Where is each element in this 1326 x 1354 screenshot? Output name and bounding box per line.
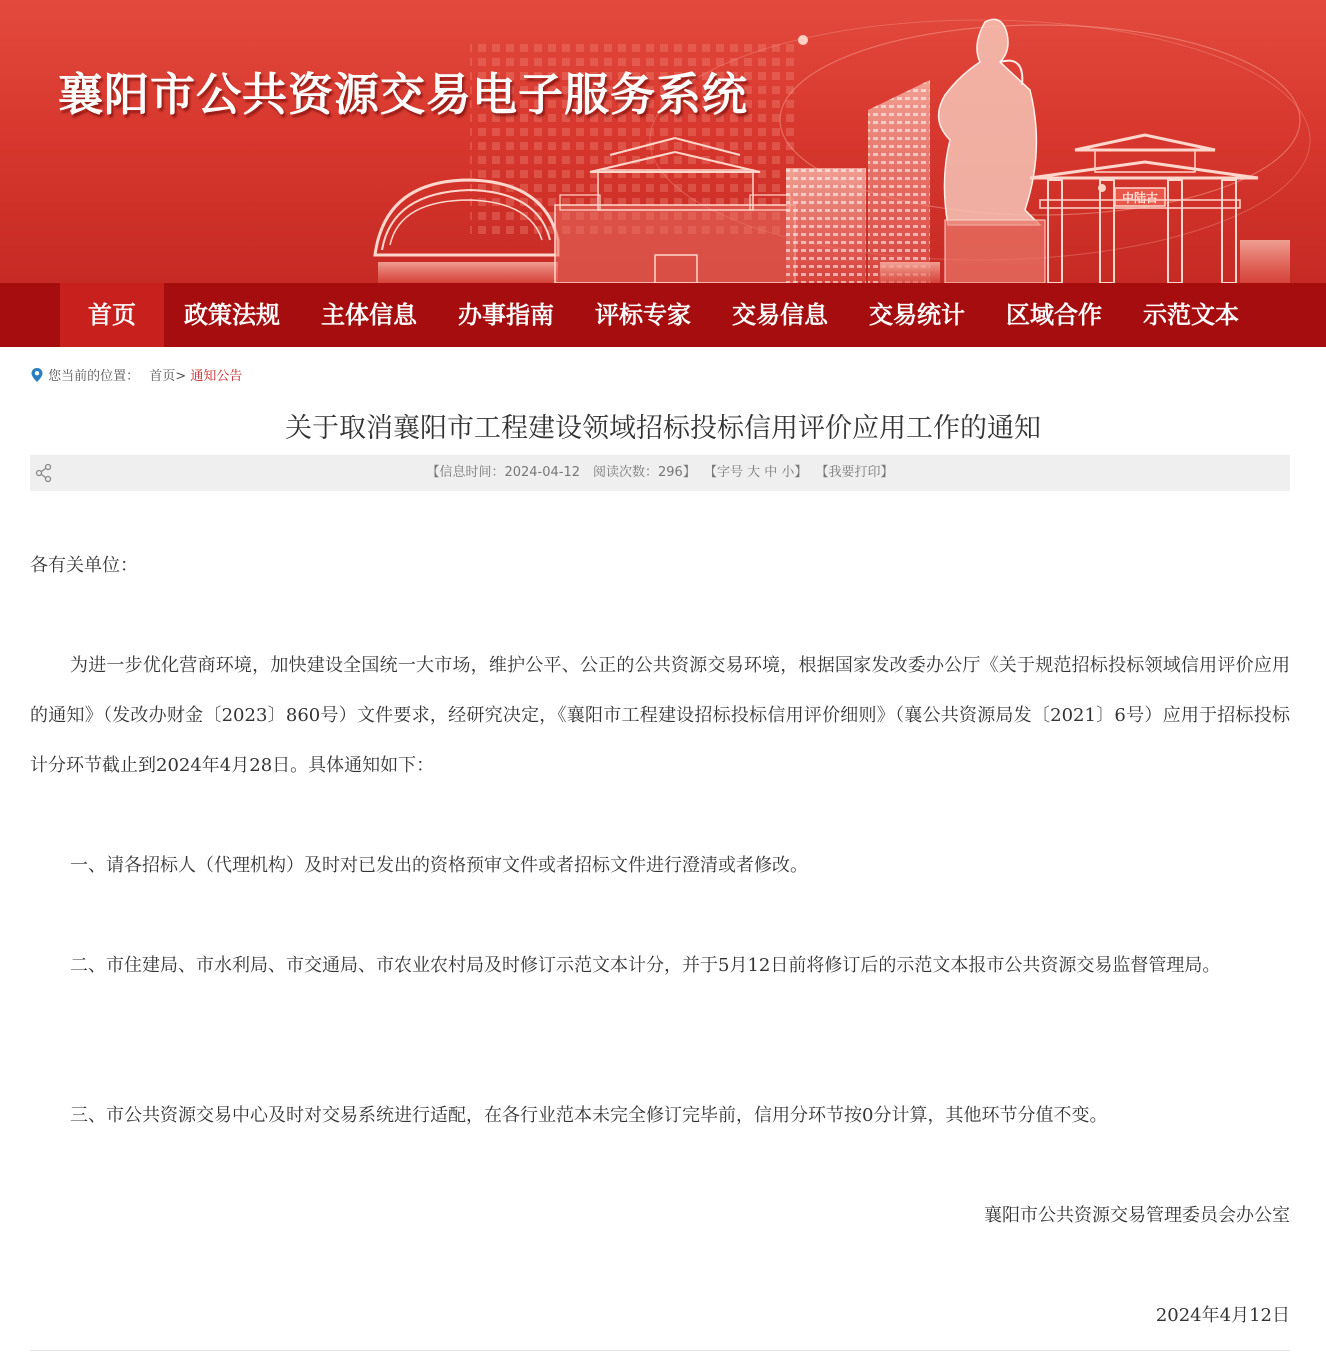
nav-item-experts[interactable]: 评标专家 <box>595 301 691 329</box>
nav-item-policy[interactable]: 政策法规 <box>184 301 280 329</box>
article-paragraph: 二、市住建局、市水利局、市交通局、市农业农村局及时修订示范文本计分，并于5月12日前将修订后的示范文本报市公共资源交易监督管理局。 <box>70 955 1221 976</box>
header-banner <box>0 0 1326 283</box>
banner-illustration <box>0 0 1326 283</box>
nav-item-entity-info[interactable]: 主体信息 <box>321 301 417 329</box>
breadcrumb-home-link[interactable]: 首页> <box>149 369 187 384</box>
breadcrumb-label: 您当前的位置： <box>48 369 140 384</box>
nav-item-guide[interactable]: 办事指南 <box>458 301 554 329</box>
main-nav <box>0 283 1326 347</box>
location-pin-icon <box>30 367 44 383</box>
breadcrumb <box>30 365 242 385</box>
article-meta <box>30 455 1290 491</box>
article-info-bar <box>30 455 1290 491</box>
article-signature: 襄阳市公共资源交易管理委员会办公室 <box>984 1205 1290 1226</box>
breadcrumb-current[interactable]: 通知公告 <box>190 369 243 384</box>
article-meta-time: 【信息时间：2024-04-12 阅读次数：296】 <box>426 465 696 480</box>
divider <box>30 1350 1290 1351</box>
print-button[interactable]: 【我要打印】 <box>815 465 894 480</box>
article-title: 关于取消襄阳市工程建设领域招标投标信用评价应用工作的通知 <box>285 413 1041 444</box>
article-date: 2024年4月12日 <box>1155 1305 1290 1326</box>
nav-item-trade-info[interactable]: 交易信息 <box>732 301 828 329</box>
site-title: 襄阳市公共资源交易电子服务系统 <box>58 68 749 121</box>
article-paragraph: 一、请各招标人（代理机构）及时对已发出的资格预审文件或者招标文件进行澄清或者修改。 <box>70 855 808 876</box>
nav-item-templates[interactable]: 示范文本 <box>1143 301 1239 329</box>
font-size-control[interactable]: 【字号 大 中 小】 <box>703 465 808 480</box>
plaque-text: 中陆古 <box>1121 191 1159 205</box>
nav-item-statistics[interactable]: 交易统计 <box>869 301 965 329</box>
article-paragraph: 三、市公共资源交易中心及时对交易系统进行适配，在各行业范本未完全修订完毕前，信用分环节按0分计算，其他环节分值不变。 <box>70 1105 1108 1126</box>
article-salutation: 各有关单位： <box>30 555 138 576</box>
nav-item-home[interactable]: 首页 <box>60 283 164 347</box>
nav-item-regional[interactable]: 区域合作 <box>1006 301 1102 329</box>
article-paragraph: 为进一步优化营商环境，加快建设全国统一大市场，维护公平、公正的公共资源交易环境，根据国家发改委办公厅《关于规范招标投标领域信用评价应用的通知》（发改办财金〔2023〕860号）文件要求，经研究决定，《襄阳市工程建设招标投标信用评价细则》（襄公共资源局发〔2021〕6号）应用于招标投标计分环节截止到2024年4月28日。具体通知如下： <box>30 655 1290 776</box>
